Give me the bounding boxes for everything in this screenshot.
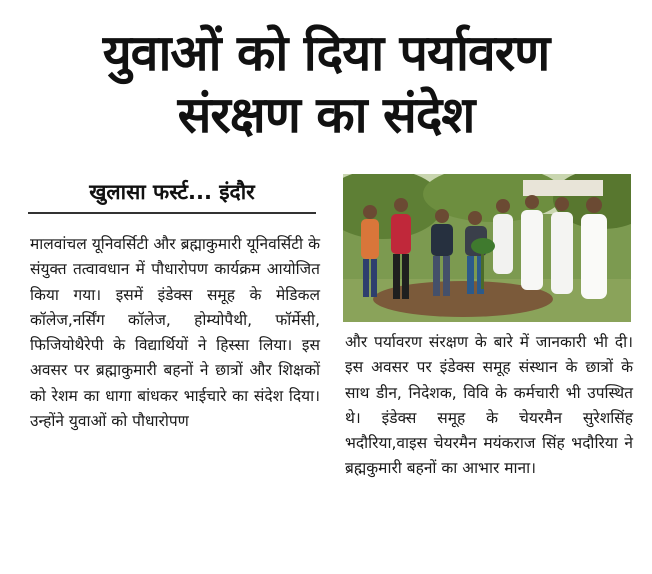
headline (0, 22, 652, 146)
plantation-photo-illustration (343, 174, 631, 322)
news-photo (343, 174, 631, 322)
article-column-right: और पर्यावरण संरक्षण के बारे में जानकारी भी दी। इस अवसर पर इंडेक्स समूह संस्थान के छात्रों के साथ डीन, निदेशक, विवि के कर्मचारी भी उपस्थित थे। इंडेक्स समूह के चेयरमैन सुरेशसिंह भदौरिया,वाइस चेयरमैन मयंकराज सिंह भदौरिया ने ब्रह्मकुमारी बहनों का आभार माना। (345, 333, 633, 478)
byline: खुलासा फर्स्ट... इंदौर (28, 178, 316, 214)
article-column-left: मालवांचल यूनिवर्सिटी और ब्रह्माकुमारी यूनिवर्सिटी के संयुक्त तत्वावधान में पौधारोपण कार्यक्रम आयोजित किया गया। इसमें इंडेक्स समूह के मेडिकल कॉलेज,नर्सिंग कॉलेज, होम्योपैथी, फॉर्मेसी, फिजियोथैरेपी के विद्यार्थियों ने हिस्सा लिया। इस अवसर पर ब्रह्माकुमारी बहनों ने छात्रों और शिक्षकों को रेशम का धागा बांधकर भाईचारे का संदेश दिया। उन्होंने युवाओं को पौधारोपण (30, 235, 320, 431)
headline-line-1: युवाओं को दिया पर्यावरण (102, 24, 550, 82)
headline-line-2: संरक्षण का संदेश (177, 86, 475, 144)
